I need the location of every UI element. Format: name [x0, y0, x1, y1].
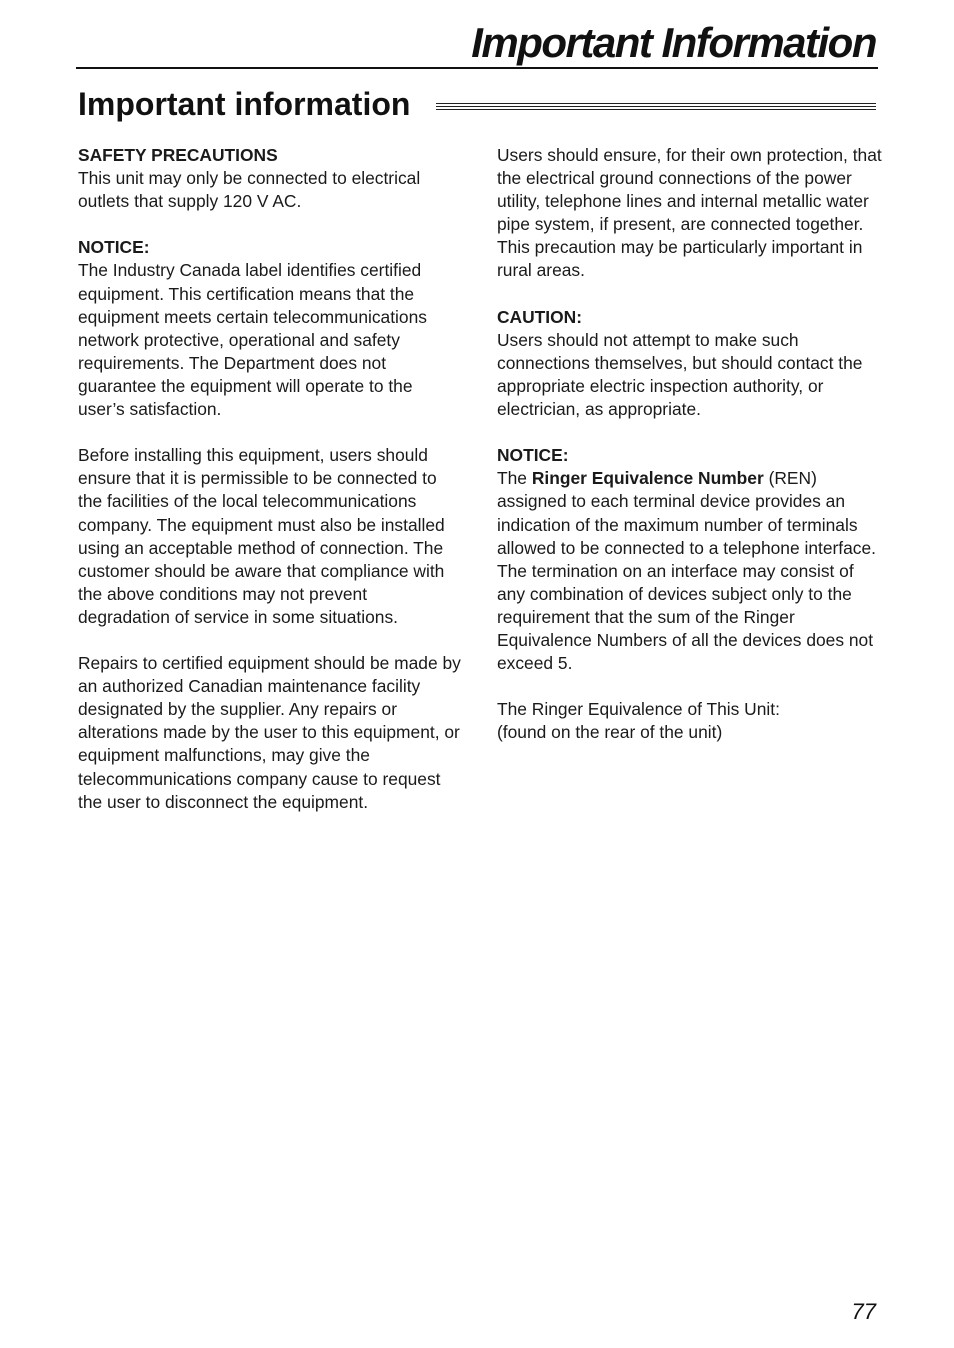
notice-heading: NOTICE: [78, 237, 150, 258]
section-title: Important information [78, 86, 411, 122]
unit-ren-line-1: The Ringer Equivalence of This Unit: [497, 699, 780, 720]
safety-heading: SAFETY PRECAUTIONS [78, 145, 278, 165]
right-column [497, 144, 882, 768]
caution-text: Users should not attempt to make such connections themselves, but should contact the appropriate electric inspection authority, or electrician, as appropriate. [497, 329, 863, 420]
ren-prefix: The [497, 468, 532, 489]
caution-heading: CAUTION: [497, 306, 583, 327]
ren-notice-heading: NOTICE: [497, 445, 569, 466]
notice-section [78, 236, 463, 421]
repairs-paragraph: Repairs to certified equipment should be made by an authorized Canadian maintenance facility designated by the supplier. Any repairs or alterations made by the user to this equipment, or equipment malfunctions, may give the telecommunications company cause to request the user to disconnect the equipment. [78, 653, 461, 812]
safety-text: This unit may only be connected to electrical outlets that supply 120 V AC. [78, 168, 421, 212]
caution-section [497, 306, 882, 421]
header-rule [76, 67, 878, 69]
unit-ren-paragraph [497, 698, 882, 744]
left-column [78, 144, 463, 837]
ren-term: Ringer Equivalence Number [531, 468, 764, 489]
ground-paragraph: Users should ensure, for their own protection, that the electrical ground connections of the power utility, telephone lines and internal metallic water pipe system, if present, are connected together. This precaution may be particularly important in rural areas. [497, 145, 882, 281]
install-paragraph: Before installing this equipment, users should ensure that it is permissible to be connected to the facilities of the local telecommunications company. The equipment must also be installed using an acceptable method of connection. The customer should be aware that compliance with the above conditions may not prevent degradation of service in some situations. [78, 445, 445, 627]
title-double-rule [436, 103, 876, 114]
notice-text: The Industry Canada label identifies certified equipment. This certification means that the equipment meets certain telecommunications network protective, operational and safety requirements. The Department does not guarantee the equipment will operate to the user’s satisfaction. [78, 260, 427, 420]
ren-notice-section [497, 444, 882, 675]
unit-ren-line-2: (found on the rear of the unit) [497, 722, 723, 743]
safety-section [78, 144, 463, 213]
ren-text: (REN) assigned to each terminal device provides an indication of the maximum number of terminals allowed to be connected to a telephone interface. The termination on an interface may consist of any combination of devices subject only to the requirement that the sum of the Ringer Equivalence Numbers of all the devices does not exceed 5. [497, 468, 877, 674]
running-head: Important Information [471, 19, 876, 66]
page-number: 77 [851, 1299, 876, 1324]
